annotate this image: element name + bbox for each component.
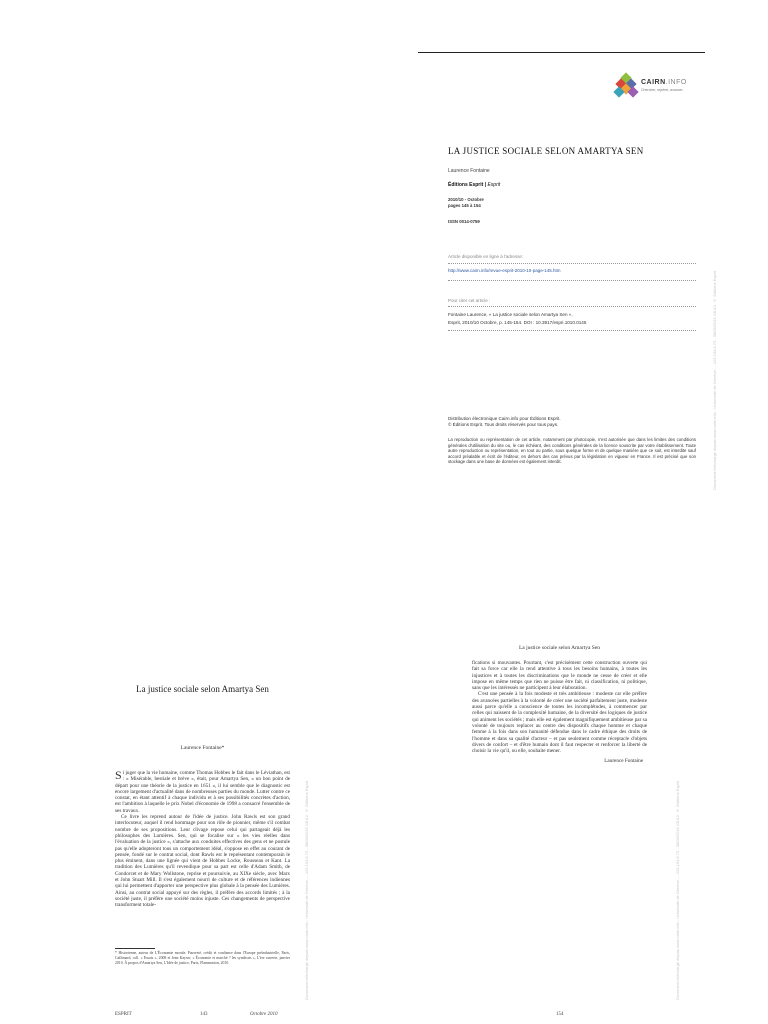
citation: Fontaine Laurence, « La justice sociale selon Amartya Sen », Esprit, 2010/10 Octobre, p. 145-154. DOI : 10.3917/espri.1010.0145 (448, 312, 587, 325)
paragraph: Ce livre les reprend autour de l'idée de justice. John Rawls est son grand interlocuteur, auquel il rend hommage pour son rôle de pionnier, même s'il combat nombre de ses propositions. Leur clivage repose celui qui partageait déjà les philosophes des Lumières. Sen, qui se focalise sur « les vies réelles dans l'évaluation de la justice », s'attache aux conduites effectives des gens et ne postule pas qu'elle adopteront tous un comportement idéal, s'oppose en effet au courant de pensée, fondé sur le contrat social, dont Rawls est le représentant contemporain le plus éminent, dans une lignée qui vient de Hobbes Locke, Rousseau et Kant. La tradition des Lumières qu'il revendique pour sa part est celle d'Adam Smith, de Condorcet et de Mary Wollstone, reprise et poursuivie, au XIXe siècle, avec Marx et John Stuart Mill. Il s'est également nourri de culture et de références indiennes qui lui permettent d'apporter une perspective plus globale à la pensée des Lumières. Ainsi, au contrat social appuyé sur des règles, il préfère des accords limités ; à la société juste, il préfère une société moins injuste. Ces changements de perspective transforment totale- (115, 814, 290, 909)
cairn-logo[interactable] (614, 74, 694, 98)
cairn-logo-icon (614, 74, 638, 98)
article-body-143 (115, 770, 290, 909)
article-url-link[interactable]: http://www.cairn.info/revue-esprit-2010-10-page-145.htm (448, 268, 561, 273)
footer-page-number: 143 (200, 1012, 208, 1017)
divider (448, 263, 696, 264)
online-label: Article disponible en ligne à l'adresse: (448, 254, 524, 259)
page-author: Laurence Fontaine* (180, 745, 225, 751)
article-body-154 (472, 660, 647, 765)
divider (448, 306, 696, 307)
running-head: La justice sociale selon Amartya Sen (518, 645, 601, 651)
footnote-rule (115, 948, 155, 949)
footnote: * Historienne, auteur de L'Économie morale. Pauvreté, crédit et confiance dans l'Europe préindustrielle, Paris, Gallimard, coll. « Essais », 2008 et Jean Kayser, « Économie et marché ? les syndicats », L'ère ouverte, janvier 2010. À propos d'Amartya Sen, L'Idée de justice, Paris, Flammarion, 2010. (115, 951, 290, 965)
paragraph: fications si mouvantes. Pourtant, c'est précisément cette construction ouverte qui fait sa force car elle la rend attentive à tous les besoins humains, à toutes les injustices et à toutes les discriminations que le monde ne cesse de créer et elle impose en même temps que rien ne puisse être fait, ni classification, ni politique, sans que les intéressés ne participent à leur élaboration. (472, 660, 647, 692)
page-title: La justice sociale selon Amartya Sen (136, 684, 269, 694)
cover-journal: Esprit (487, 182, 501, 188)
cover-title: LA JUSTICE SOCIALE SELON AMARTYA SEN (448, 146, 644, 156)
signature: Laurence Fontaine (604, 758, 643, 765)
distribution-note: Distribution électronique Cairn.info pour Éditions Esprit. © Éditions Esprit. Tous droits réservés pour tous pays. (448, 416, 561, 427)
paragraph: C'est une pensée à la fois modeste et très ambitieuse : modeste car elle préfère des avancées partielles à la volonté de créer une société parfaitement juste, modeste aussi parce qu'elle a conscience de toutes les incomplétudes, à commencer par celles qui naissent de la complexité humaine, de la diversité des logiques de justice qui animent les sociétés ; mais elle est également magnifiquement ambitieuse par sa volonté de toujours replacer au centre des dispositifs chaque homme et chaque femme à la fois dans son humanité défendue dans le cadre éthique des droits de l'homme et dans sa qualité d'acteur – et pas seulement comme réceptacle d'objets divers de confort – et d'être humain dont il faut respecter et renforcer la liberté de choisir la vie qu'il, ou elle, souhaite mener. (472, 691, 647, 755)
divider (448, 330, 696, 331)
cairn-tagline: Chercher, repérer, avancer. (641, 88, 684, 92)
cite-label: Pour citer cet article : (448, 298, 491, 303)
cover-issue: 2010/10 - Octobre pages 145 à 154 (448, 197, 484, 208)
cairn-logo-text: CAIRN.INFO (641, 79, 687, 86)
footer-date: Octobre 2010 (250, 1012, 278, 1017)
watermark-vertical: Document téléchargé depuis www.cairn.info - Université de Genève - - 129.194.8.73 - 08/06/2016 13h12. © Editions Esprit (712, 271, 717, 490)
divider (448, 280, 696, 281)
paragraph: Si juger que la vie humaine, comme Thomas Hobbes le fait dans le Léviathan, est : « Misérable, bestiale et brève », était, pour Amartya Sen, « un bon point de départ pour une théorie de la justice en 1651 », il lui semble que le diagnostic est encore largement d'actualité dans de nombreuses parties du monde. Lutter contre ce constat, en étant attentif à chaque individu et à ses possibilités concrètes d'action, est l'ambition à laquelle le prix Nobel d'économie de 1998 a consacré l'ensemble de ses travaux. (115, 768, 290, 814)
footer-journal: ESPRIT (115, 1012, 132, 1017)
legal-notice: La reproduction ou représentation de cet article, notamment par photocopie, n'est autorisée que dans les limites des conditions générales d'utilisation du site ou, le cas échéant, des conditions générales de la licence souscrite par votre établissement. Toute autre reproduction ou représentation, en tout ou partie, sous quelque forme et de quelque manière que ce soit, est interdite sauf accord préalable et écrit de l'éditeur, en dehors des cas prévus par la législation en vigueur en France. Il est précisé que son stockage dans une base de données est également interdit. (448, 437, 696, 465)
watermark-vertical: Document téléchargé depuis www.cairn.info - Université de Genève - - 129.194.8.73 - 08/06/2016 13h12. © Editions Esprit (675, 781, 680, 1000)
footer-page-number: 154 (556, 1012, 564, 1017)
cover-author: Laurence Fontaine (448, 168, 490, 174)
watermark-vertical: Document téléchargé depuis www.cairn.info - Université de Genève - - 129.194.8.73 - 08/06/2016 13h12. © Editions Esprit (304, 781, 309, 1000)
cover-publisher: Éditions Esprit | Esprit (448, 182, 501, 188)
cover-issn: ISSN 0014-0759 (448, 219, 480, 224)
dropcap: S (115, 768, 122, 782)
top-rule (418, 52, 705, 53)
